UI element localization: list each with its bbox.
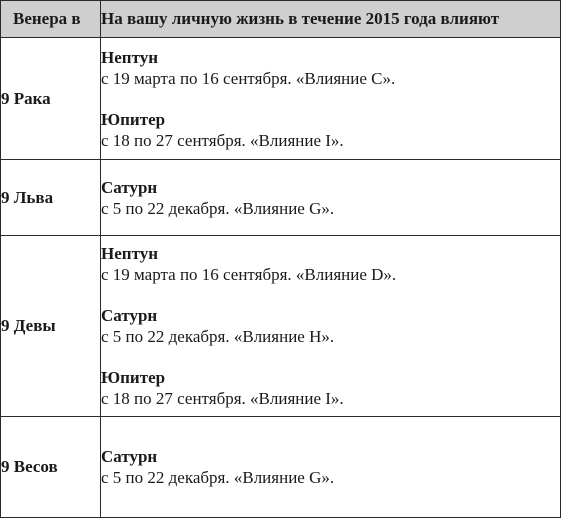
- planet-name: Сатурн: [101, 447, 158, 466]
- influence-entry: [101, 109, 560, 151]
- sign-cell: 9 Девы: [1, 236, 101, 417]
- table-row: [1, 160, 561, 236]
- header-influences: На вашу личную жизнь в течение 2015 года влияют: [101, 1, 561, 38]
- influence-entry: [101, 367, 560, 409]
- influence-period: с 5 по 22 декабря. «Влияние G».: [101, 468, 335, 487]
- influences-cell: [101, 417, 561, 518]
- influence-entry: [101, 243, 560, 285]
- planet-name: Сатурн: [101, 177, 158, 197]
- influences-cell: [101, 236, 561, 417]
- table-row: [1, 417, 561, 518]
- influence-entry: [101, 305, 560, 347]
- influence-entry: [101, 47, 560, 89]
- influence-period: с 19 марта по 16 сентября. «Влияние C».: [101, 68, 396, 88]
- sign-cell: 9 Льва: [1, 160, 101, 236]
- table-row: [1, 236, 561, 417]
- influence-period: с 5 по 22 декабря. «Влияние G».: [101, 198, 335, 218]
- influence-period: с 19 марта по 16 сентября. «Влияние D».: [101, 265, 397, 284]
- influence-entry: [101, 177, 560, 219]
- influence-period: с 18 по 27 сентября. «Влияние I».: [101, 389, 344, 408]
- table-header-row: [1, 1, 561, 38]
- influence-period: с 5 по 22 декабря. «Влияние H».: [101, 327, 335, 346]
- planet-name: Юпитер: [101, 109, 166, 129]
- sign-cell: 9 Рака: [1, 38, 101, 160]
- planet-name: Юпитер: [101, 368, 166, 387]
- sign-cell: 9 Весов: [1, 417, 101, 518]
- influences-cell: [101, 38, 561, 160]
- header-venus-in: Венера в: [1, 1, 101, 38]
- planet-name: Сатурн: [101, 306, 158, 325]
- table-row: [1, 38, 561, 160]
- planet-name: Нептун: [101, 244, 158, 263]
- influence-period: с 18 по 27 сентября. «Влияние I».: [101, 130, 344, 150]
- planet-name: Нептун: [101, 47, 158, 67]
- influence-entry: [101, 446, 560, 488]
- influences-cell: [101, 160, 561, 236]
